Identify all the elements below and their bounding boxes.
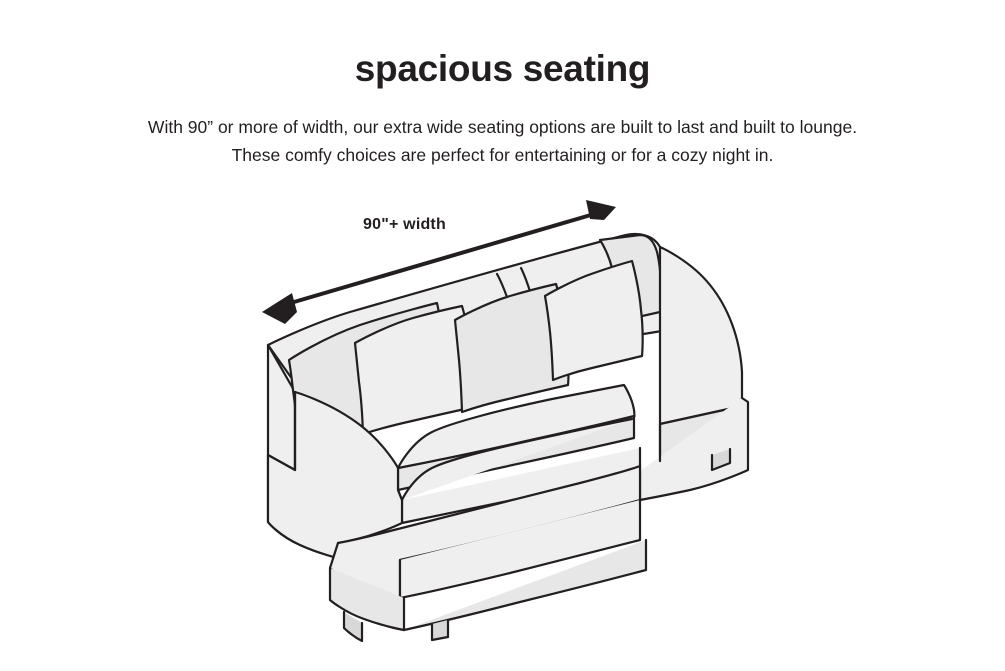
description-line-1: With 90” or more of width, our extra wide seating options are built to last and built to lounge. <box>147 117 858 137</box>
dimension-label: 90"+ width <box>363 216 446 233</box>
description-line-2: These comfy choices are perfect for entertaining or for a cozy night in. <box>231 145 774 165</box>
page-title: spacious seating <box>354 48 651 89</box>
